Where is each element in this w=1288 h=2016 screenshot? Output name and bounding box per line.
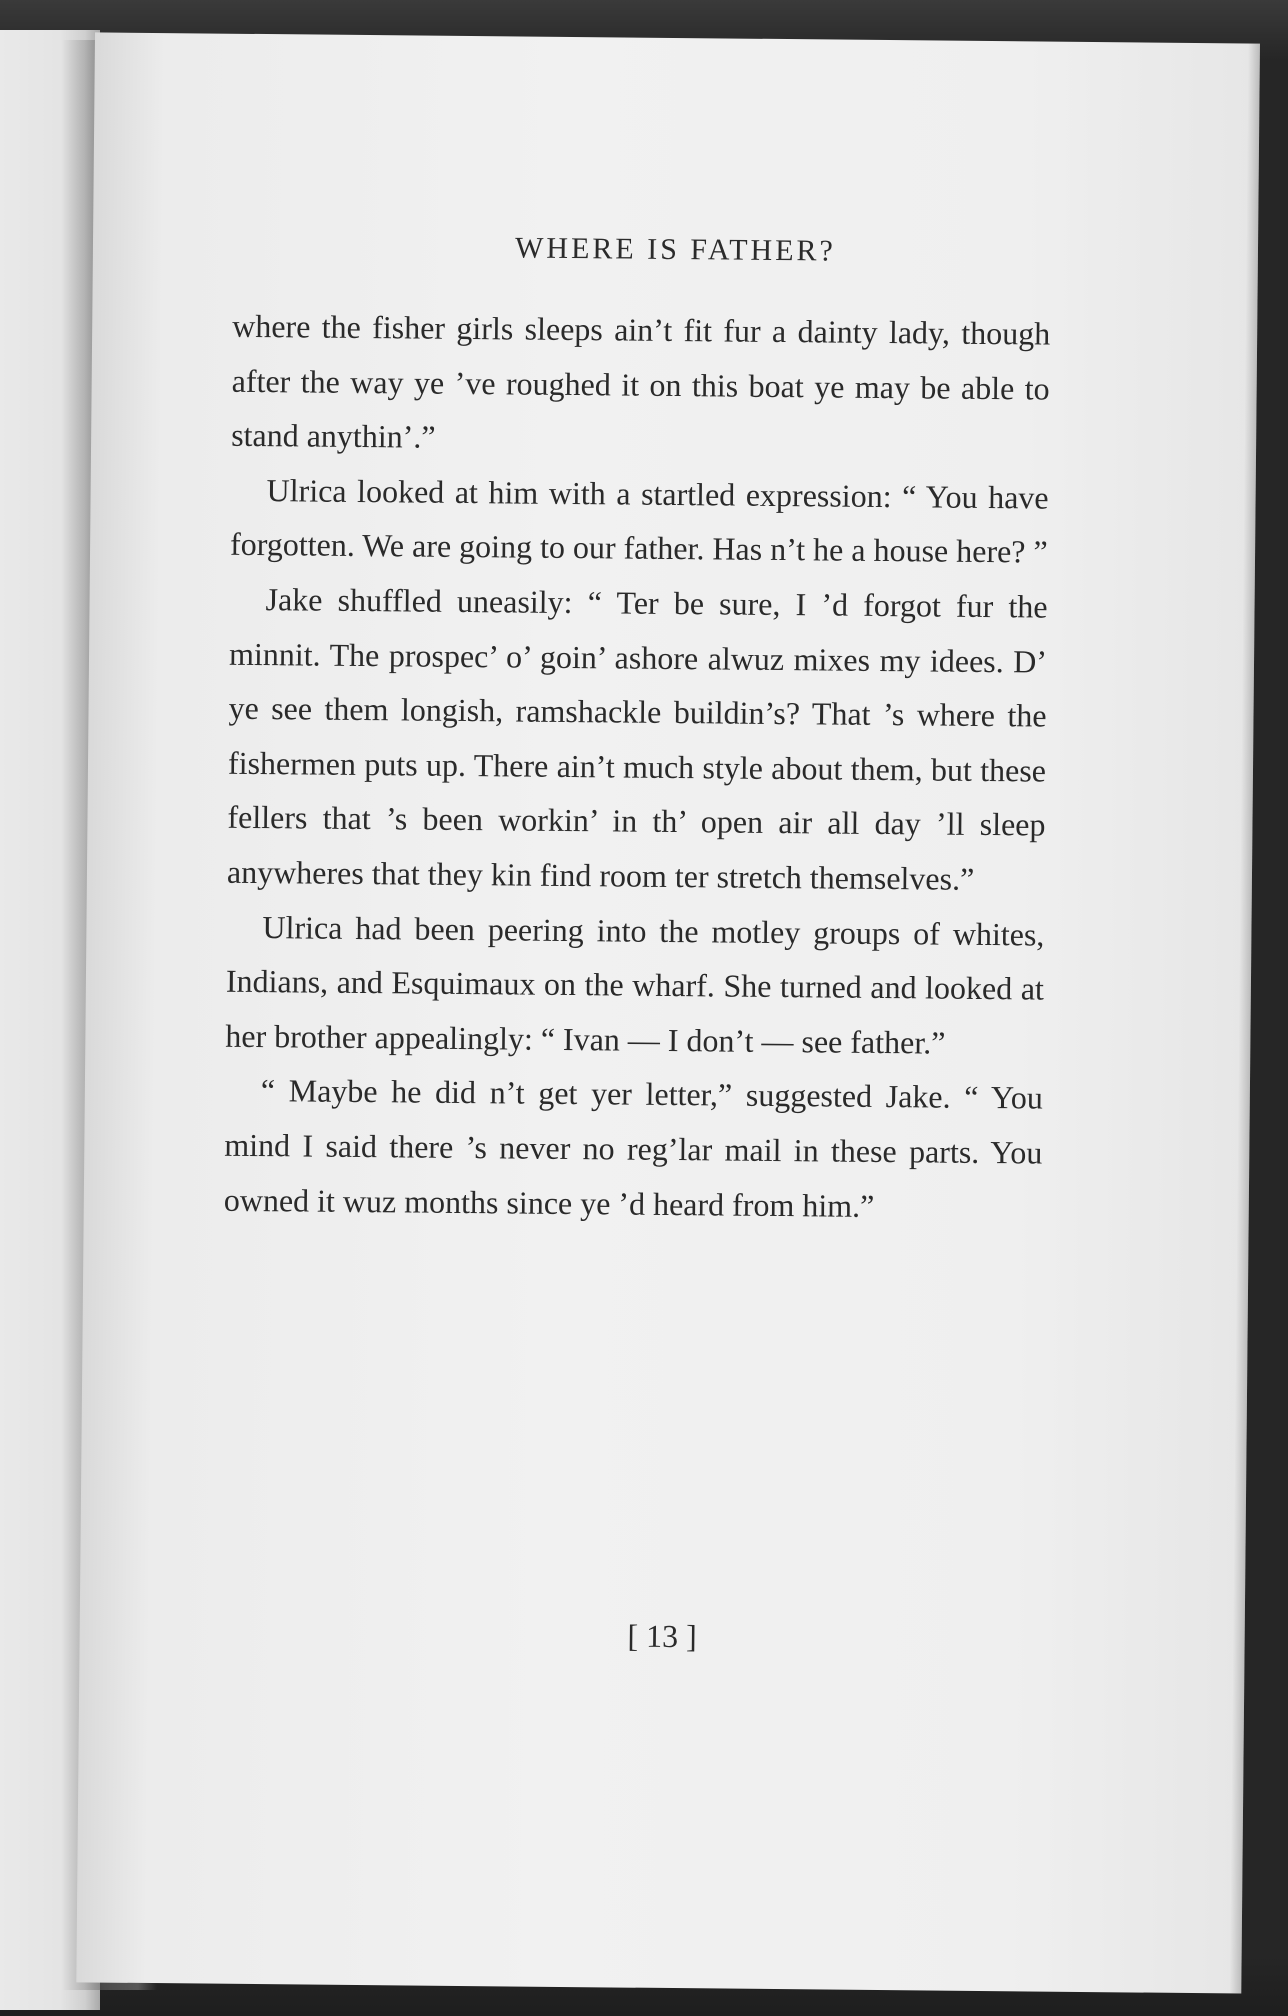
paragraph-5: “ Maybe he did n’t get yer letter,” suggested Jake. “ You mind I said there ’s never no reg’lar mail in these parts. You owned it wuz months since ye ’d heard from him.” — [223, 1072, 1044, 1224]
page-number: [ 13 ] — [627, 1617, 697, 1655]
paragraph-4: Ulrica had been peering into the motley groups of whites, Indians, and Esquimaux on the wharf. She turned and looked at her brother appealingly: “ Ivan — I don’t — see father.” — [225, 908, 1045, 1061]
book-page — [76, 32, 1260, 1993]
running-head: WHERE IS FATHER? — [514, 231, 836, 268]
paragraph-1: where the fisher girls sleeps ain’t fit fur a dainty lady, though after the way ye ’ve roughed it on this boat ye may be able to stand anythin’.” — [230, 307, 1051, 455]
paragraph-2: Ulrica looked at him with a startled expression: “ You have forgotten. We are going to our father. Has n’t he a house here? ” — [229, 471, 1049, 570]
paragraph-3: Jake shuffled uneasily: “ Ter be sure, I ’d forgot fur the minnit. The prospec’ o’ goin’ ashore alwuz mixes my idees. D’ ye see them longish, ramshackle buildin’s? That ’s where the fishermen puts up. There ain’t much style about them, but these fellers that ’s been workin’ in th’ open air all day ’ll sleep anywheres that they kin find room ter stretch themselves.” — [226, 581, 1048, 897]
body-text — [224, 299, 1051, 1235]
